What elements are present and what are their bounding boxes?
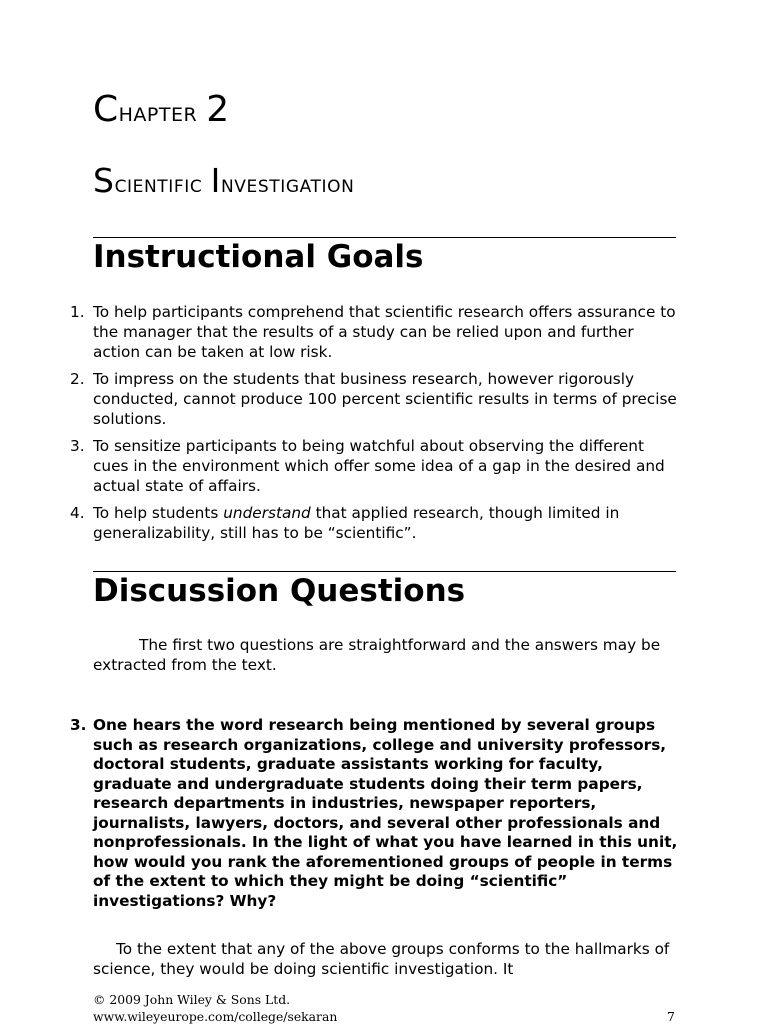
goal-number: 2. [70, 370, 85, 388]
section-divider [93, 571, 676, 572]
question-text: One hears the word research being mentioned by several groups such as research organizations, college and university professors, doctoral students, graduate assistants working for faculty, graduate and undergraduate students doing their term papers, research departments in industries, newspaper reporters, journalists, lawyers, doctors, and several other professionals and nonprofessionals. In the light of what you have learned in this unit, how would you rank the aforementioned groups of people in terms of the extent to which they might be doing “scientific” investigations? Why? [93, 716, 678, 910]
section-heading-instructional-goals: Instructional Goals [93, 239, 424, 275]
chapter-title [93, 89, 230, 130]
goal-text: To impress on the students that business research, however rigorously conducted, cannot produce 100 percent scientific results in terms of precise solutions. [93, 370, 677, 428]
chapter-label-initial: C [93, 89, 119, 130]
goal-text: To sensitize participants to being watchful about observing the different cues in the environment which offer some idea of a gap in the desired and actual state of affairs. [93, 437, 665, 495]
subtitle-rest-2: nvestigation [220, 170, 355, 198]
question-number: 3. [70, 716, 87, 734]
chapter-label-rest: hapter [118, 97, 198, 128]
instructional-goals-list [66, 302, 678, 550]
goal-text-emphasis: understand [223, 504, 311, 522]
goal-number: 1. [70, 303, 85, 321]
subtitle-initial-2: I [210, 161, 221, 200]
discussion-intro-paragraph: The first two questions are straightforward and the answers may be extracted from the text. [93, 636, 661, 674]
discussion-question [66, 716, 680, 911]
subtitle-rest-1: cientific [114, 170, 203, 198]
page-number: 7 [667, 1009, 675, 1024]
goal-text-before: To help students [93, 504, 224, 522]
section-divider [93, 237, 676, 238]
footer-copyright: © 2009 John Wiley & Sons Ltd. [93, 992, 291, 1007]
page-footer [93, 991, 337, 1024]
goal-number: 4. [70, 504, 85, 522]
footer-url: www.wileyeurope.com/college/sekaran [93, 1009, 338, 1024]
subtitle-initial-1: S [93, 161, 115, 200]
goal-text: To help participants comprehend that scientific research offers assurance to the manager that the results of a study can be relied upon and further action can be taken at low risk. [93, 303, 676, 361]
goal-item [66, 369, 678, 429]
goal-item [66, 302, 678, 362]
section-heading-discussion-questions: Discussion Questions [93, 573, 466, 609]
goal-text-after: that applied research, though limited in generalizability, still has to be “scientific”. [93, 504, 620, 542]
goal-item [66, 503, 678, 543]
goal-text [93, 504, 619, 542]
chapter-number: 2 [206, 89, 230, 130]
chapter-subtitle [93, 161, 355, 200]
answer-paragraph: To the extent that any of the above groups conforms to the hallmarks of science, they would be doing scientific investigation. It [93, 940, 670, 978]
goal-number: 3. [70, 437, 85, 455]
goal-item [66, 436, 678, 496]
